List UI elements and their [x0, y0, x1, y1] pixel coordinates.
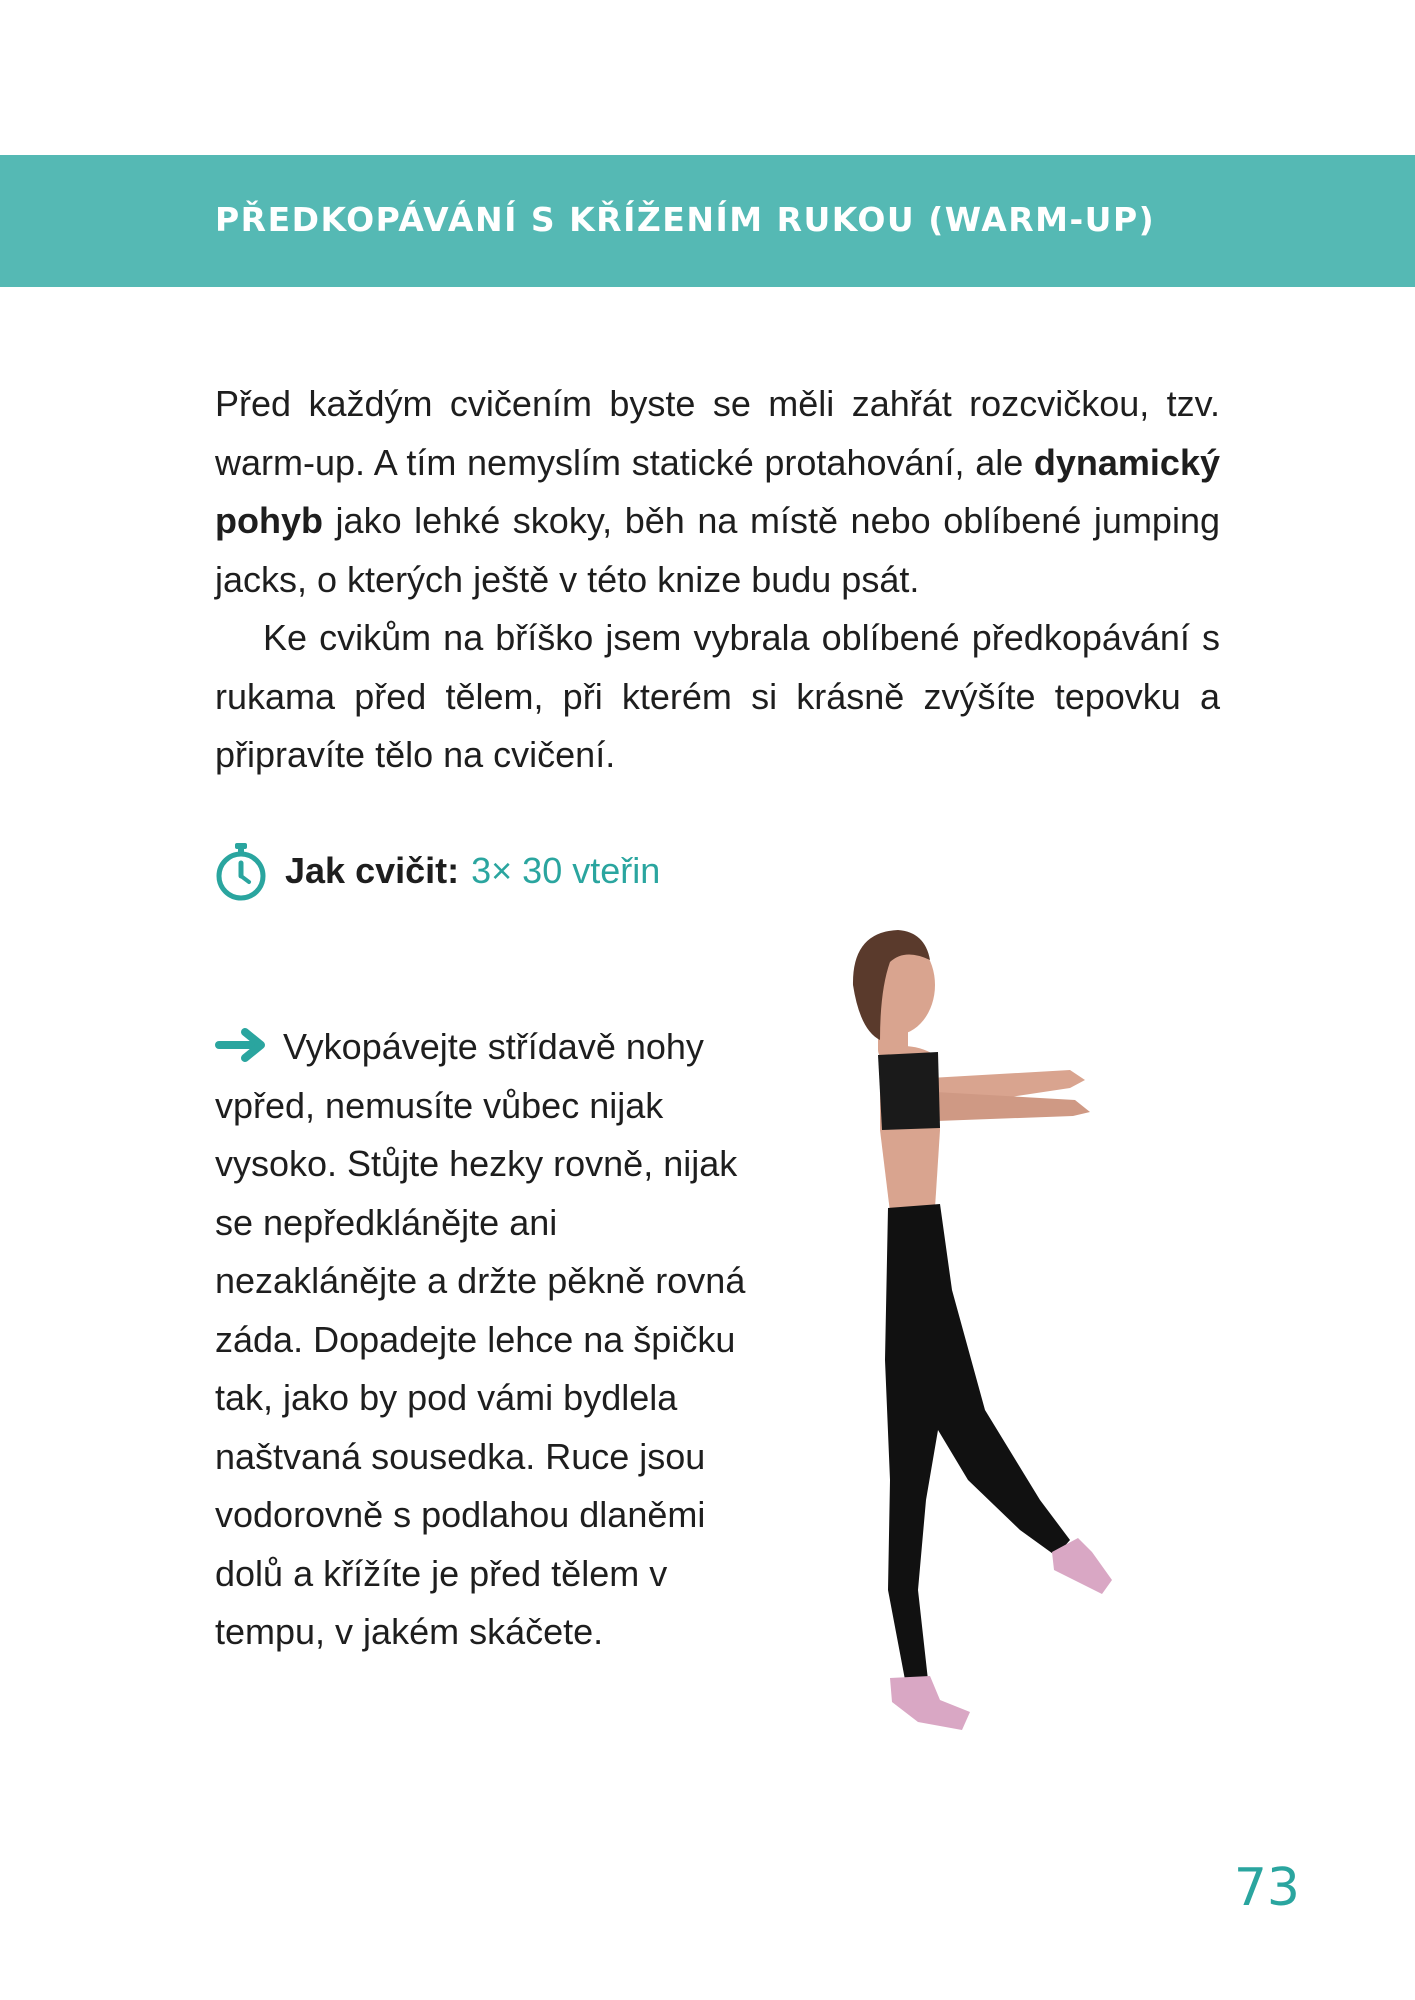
intro-bold-phrase: dynamický pohyb [215, 441, 1220, 541]
how-to-value: 3× 30 vteřin [471, 850, 661, 891]
intro-text-part-1: Před každým cvičením byste se měli zahřát rozcvičkou, tzv. warm-up. A tím nemyslím statické protahování, ale [215, 383, 1220, 483]
arrow-right-icon [215, 1027, 269, 1063]
stopwatch-icon [213, 841, 269, 901]
page-number: 73 [1233, 1858, 1300, 1918]
exercise-photo [740, 890, 1260, 1795]
intro-text-part-2: jako lehké skoky, běh na místě nebo oblíbené jumping jacks, o kterých ještě v této knize budu psát. [215, 500, 1220, 600]
section-banner [0, 155, 1415, 287]
intro-paragraph-1 [215, 375, 1220, 609]
how-to-label: Jak cvičit: [285, 850, 460, 891]
instructions-text: Vykopávejte střídavě nohy vpřed, nemusíte vůbec nijak vysoko. Stůjte hezky rovně, nijak se nepředklánějte ani nezaklánějte a držte pěkně rovná záda. Dopadejte lehce na špičku tak, jako by pod vámi bydlela naštvaná sousedka. Ruce jsou vodorovně s podlahou dlaněmi dolů a křížíte je před tělem v tempu, v jakém skáčete. [215, 1026, 746, 1652]
intro-paragraph-2: Ke cvikům na bříško jsem vybrala oblíbené předkopávání s rukama před tělem, při kterém si krásně zvýšíte tepovku a připravíte tělo na cvičení. [215, 617, 1220, 775]
intro-text [215, 375, 1220, 785]
section-title: PŘEDKOPÁVÁNÍ S KŘÍŽENÍM RUKOU (WARM-UP) [215, 200, 1156, 239]
exercise-instructions [215, 1018, 755, 1662]
how-to-exercise [213, 840, 660, 902]
